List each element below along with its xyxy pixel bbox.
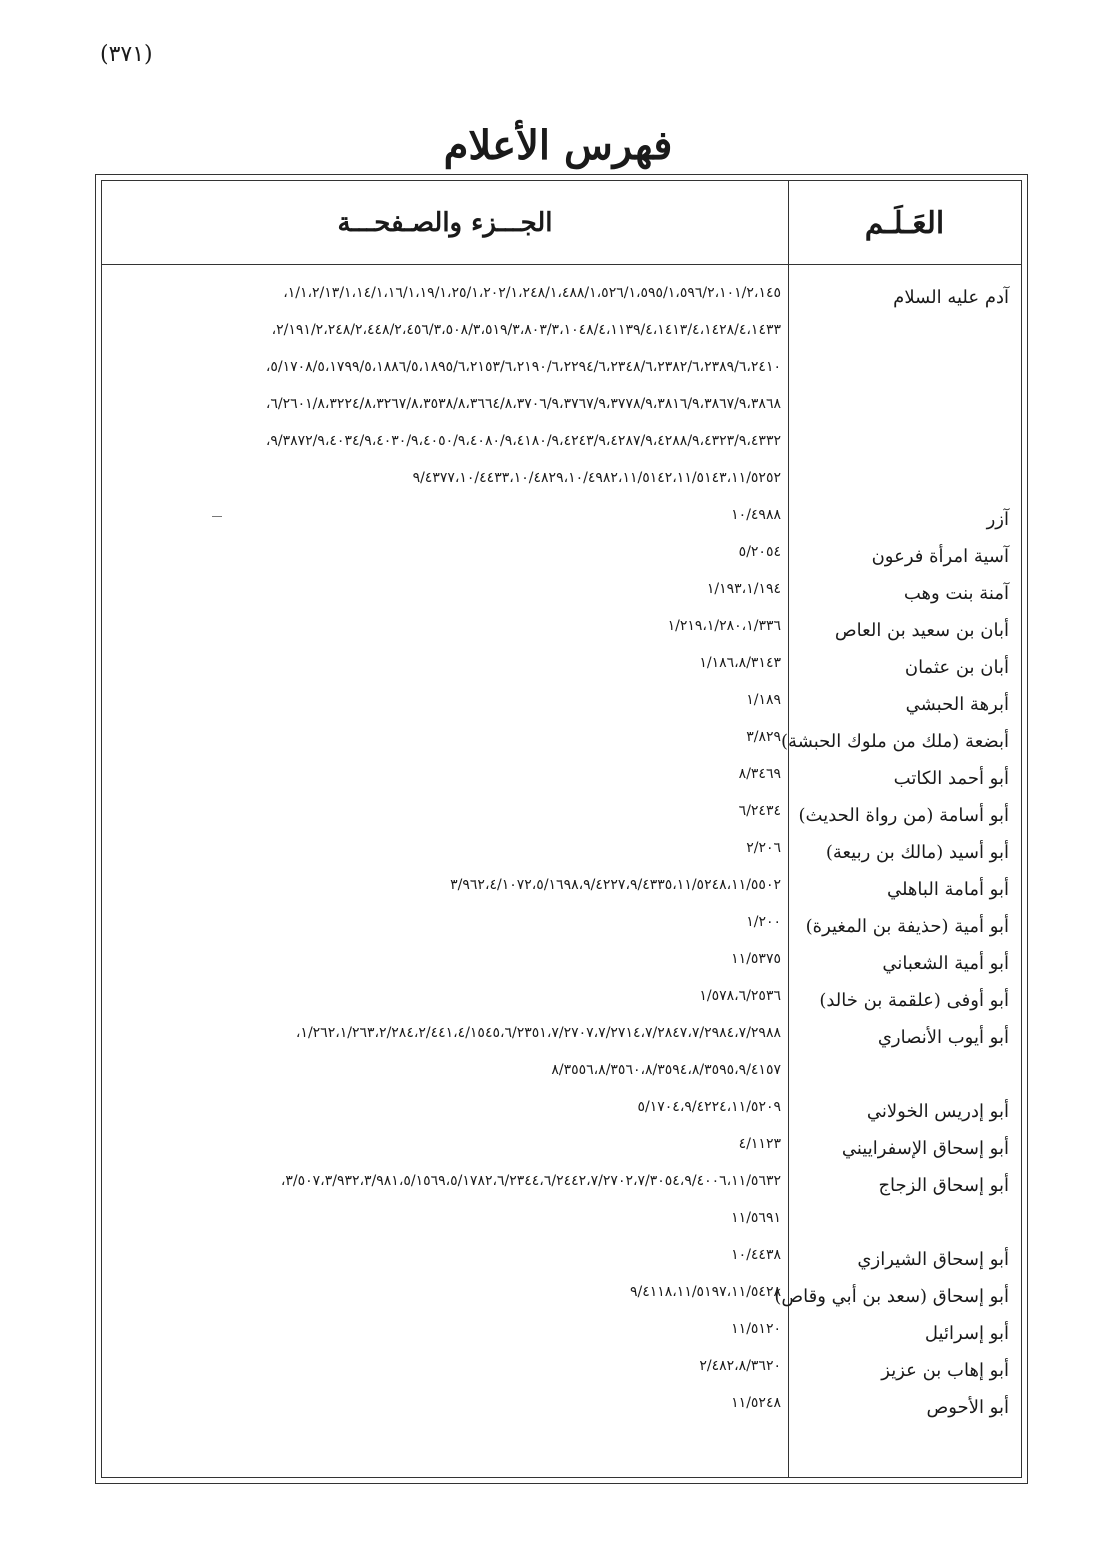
entry-name: أبان بن عثمان	[904, 657, 1009, 678]
entry-name: أبان بن سعيد بن العاص	[834, 620, 1009, 641]
entry-references	[110, 534, 781, 571]
table-row	[102, 941, 1021, 978]
table-row	[102, 275, 1021, 497]
entry-references	[110, 571, 781, 608]
table-row	[102, 1126, 1021, 1163]
reference-line: ١/١٨٩	[746, 692, 781, 708]
table-row	[102, 608, 1021, 645]
entry-references	[110, 719, 781, 756]
entry-name: أبو إسحاق الشيرازي	[857, 1249, 1009, 1270]
reference-line: ٢/١٩١/٢،٢٤٨/٢،٤٤٨/٢،٤٥٦/٣،٥٠٨/٣،٥١٩/٣،٨٠٣/٣،١٠٤٨/٤،١١٣٩/٤،١٤١٣/٤،١٤٢٨/٤،١٤٣٣،	[271, 322, 781, 338]
index-table-inner	[101, 180, 1022, 1478]
header-refs-column: الجـــزء والصـفحـــة	[337, 208, 553, 238]
entry-references	[110, 645, 781, 682]
page-number: (٣٧١)	[100, 42, 153, 67]
entry-references	[110, 1311, 781, 1348]
entry-name: أبو أمية (حذيفة بن المغيرة)	[805, 916, 1009, 937]
entry-name: أبو إسحاق الزجاج	[878, 1175, 1009, 1196]
reference-line: ١٠/٤٩٨٨	[731, 507, 781, 523]
index-table	[95, 174, 1028, 1484]
entry-name: آسية امرأة فرعون	[871, 546, 1009, 567]
entry-name: آزر	[986, 509, 1009, 530]
reference-line: ٥/١٧٠٨/٥،١٧٩٩/٥،١٨٨٦/٥،١٨٩٥/٦،٢١٥٣/٦،٢١٩٠/٦،٢٢٩٤/٦،٢٣٤٨/٦،٢٣٨٢/٦،٢٣٨٩/٦،٢٤١٠،	[265, 359, 781, 375]
reference-line: ١/٢٦٢،١/٢٦٣،٢/٢٨٤،٢/٤٤١،٤/١٥٤٥،٦/٢٣٥١،٧/٢٧٠٧،٧/٢٧١٤،٧/٢٨٤٧،٧/٢٩٨٤،٧/٢٩٨٨،	[295, 1025, 781, 1041]
reference-line: ١/١٩٣،١/١٩٤	[706, 581, 781, 597]
entry-references	[110, 1089, 781, 1126]
table-row	[102, 1311, 1021, 1348]
entry-references	[110, 1274, 781, 1311]
table-row	[102, 719, 1021, 756]
table-row	[102, 1385, 1021, 1422]
reference-line: ٣/٩٦٢،٤/١٠٧٢،٥/١٦٩٨،٩/٤٢٢٧،٩/٤٣٣٥،١١/٥٢٤٨،١١/٥٥٠٢	[450, 877, 781, 893]
table-row	[102, 645, 1021, 682]
reference-line: ٦/٢٤٣٤	[738, 803, 781, 819]
table-row	[102, 1163, 1021, 1237]
reference-line: ١٠/٤٤٣٨	[731, 1247, 781, 1263]
entry-references	[110, 793, 781, 830]
reference-line: ٩/٣٨٧٢/٩،٤٠٣٤/٩،٤٠٣٠/٩،٤٠٥٠/٩،٤٠٨٠/٩،٤١٨٠/٩،٤٢٤٣/٩،٤٢٨٧/٩،٤٢٨٨/٩،٤٣٢٣/٩،٤٣٣٢،	[265, 433, 781, 449]
page-title: فهرس الأعلام	[443, 122, 673, 169]
entry-references	[110, 1015, 781, 1089]
reference-line: ٣/٨٢٩	[746, 729, 781, 745]
entry-name: آدم عليه السلام	[893, 287, 1009, 308]
table-row	[102, 793, 1021, 830]
reference-line: ٩/٤٣٧٧،١٠/٤٤٣٣،١٠/٤٨٢٩،١٠/٤٩٨٢،١١/٥١٤٢،١١/٥١٤٣،١١/٥٢٥٢	[412, 470, 781, 486]
entry-name: آمنة بنت وهب	[903, 583, 1009, 604]
table-body	[102, 265, 1021, 1477]
entry-references	[110, 1348, 781, 1385]
reference-line: ٩/٤١١٨،١١/٥١٩٧،١١/٥٤٢٨	[629, 1284, 781, 1300]
entry-references	[110, 608, 781, 645]
reference-line: ١/٢١٩،١/٢٨٠،١/٣٣٦	[667, 618, 781, 634]
table-row	[102, 830, 1021, 867]
entry-references	[110, 867, 781, 904]
table-row	[102, 1089, 1021, 1126]
entry-name: أبو إسحاق الإسفراييني	[841, 1138, 1009, 1159]
entry-name: أبو إسرائيل	[924, 1323, 1009, 1344]
table-row	[102, 978, 1021, 1015]
reference-line: ١١/٥٢٤٨	[731, 1395, 781, 1411]
table-header	[102, 181, 1021, 265]
entry-name: أبو أسامة (من رواة الحديث)	[798, 805, 1009, 826]
reference-line: ٥/١٧٠٤،٩/٤٢٢٤،١١/٥٢٠٩	[637, 1099, 781, 1115]
entry-name: أبو أيوب الأنصاري	[877, 1027, 1009, 1048]
reference-line: ٨/٣٥٥٦،٨/٣٥٦٠،٨/٣٥٩٤،٨/٣٥٩٥،٩/٤١٥٧	[551, 1062, 781, 1078]
reference-line: ٤/١١٢٣	[738, 1136, 781, 1152]
entry-references	[110, 1237, 781, 1274]
table-row	[102, 682, 1021, 719]
table-row	[102, 904, 1021, 941]
table-row	[102, 497, 1021, 534]
entry-references	[110, 830, 781, 867]
reference-line: ٥/٢٠٥٤	[738, 544, 781, 560]
table-row	[102, 1348, 1021, 1385]
entry-references	[110, 756, 781, 793]
reference-line: ١/١،٢/١٣/١،١٤/١،١٦/١،١٩/١،٢٥/١،٢٠٢/١،٢٤٨/١،٤٨٨/١،٥٢٦/١،٥٩٥/١،٥٩٦/٢،١٠١/٢،١٤٥،	[283, 285, 781, 301]
entry-name: أبو أحمد الكاتب	[893, 768, 1009, 789]
reference-line: ١/١٨٦،٨/٣١٤٣	[699, 655, 781, 671]
entry-name: أبو أوفى (علقمة بن خالد)	[819, 990, 1009, 1011]
entry-references	[110, 978, 781, 1015]
entry-references	[110, 1385, 781, 1422]
reference-line: ١١/٥٣٧٥	[731, 951, 781, 967]
entry-name: أبو الأحوص	[926, 1397, 1009, 1418]
entry-name: أبو أمية الشعباني	[882, 953, 1009, 974]
table-row	[102, 1237, 1021, 1274]
reference-line: ٢/٤٨٢،٨/٣٦٢٠	[699, 1358, 781, 1374]
table-row	[102, 867, 1021, 904]
entry-name: أبو أمامة الباهلي	[886, 879, 1009, 900]
entry-references	[110, 904, 781, 941]
entry-name: أبرهة الحبشي	[905, 694, 1009, 715]
reference-line: ١١/٥٦٩١	[731, 1210, 781, 1226]
entry-references	[110, 1163, 781, 1237]
reference-line: ٨/٣٤٦٩	[738, 766, 781, 782]
entry-references	[110, 682, 781, 719]
entry-name: أبو إدريس الخولاني	[866, 1101, 1009, 1122]
reference-line: ١١/٥١٢٠	[731, 1321, 781, 1337]
table-row	[102, 571, 1021, 608]
entry-references	[110, 1126, 781, 1163]
entry-references	[110, 941, 781, 978]
entry-name: أبو إهاب بن عزيز	[881, 1360, 1009, 1381]
table-row	[102, 534, 1021, 571]
reference-line: ١/٢٠٠	[746, 914, 781, 930]
reference-line: ٣/٥٠٧،٣/٩٣٢،٣/٩٨١،٥/١٥٦٩،٥/١٧٨٢،٦/٢٣٤٤،٦/٢٤٤٢،٧/٢٧٠٢،٧/٣٠٥٤،٩/٤٠٠٦،١١/٥٦٣٢،	[280, 1173, 781, 1189]
reference-line: ٢/٢٠٦	[746, 840, 781, 856]
entry-name: أبو إسحاق (سعد بن أبي وقاص)	[774, 1286, 1009, 1307]
entry-references	[110, 275, 781, 497]
table-row	[102, 1274, 1021, 1311]
reference-line: ٦/٢٦٠١/٨،٣٢٢٤/٨،٣٢٦٧/٨،٣٥٣٨/٨،٣٦٦٤/٨،٣٧٠٦/٩،٣٧٦٧/٩،٣٧٧٨/٩،٣٨١٦/٩،٣٨٦٧/٩،٣٨٦٨،	[265, 396, 781, 412]
entry-references	[110, 497, 781, 534]
table-row	[102, 756, 1021, 793]
table-row	[102, 1015, 1021, 1089]
reference-line: ١/٥٧٨،٦/٢٥٣٦	[699, 988, 781, 1004]
header-name-column: العَـلَـم	[864, 205, 945, 241]
entry-name: أبضعة (ملك من ملوك الحبشة)	[781, 731, 1009, 752]
entry-name: أبو أسيد (مالك بن ربيعة)	[825, 842, 1009, 863]
stray-mark	[212, 516, 222, 517]
